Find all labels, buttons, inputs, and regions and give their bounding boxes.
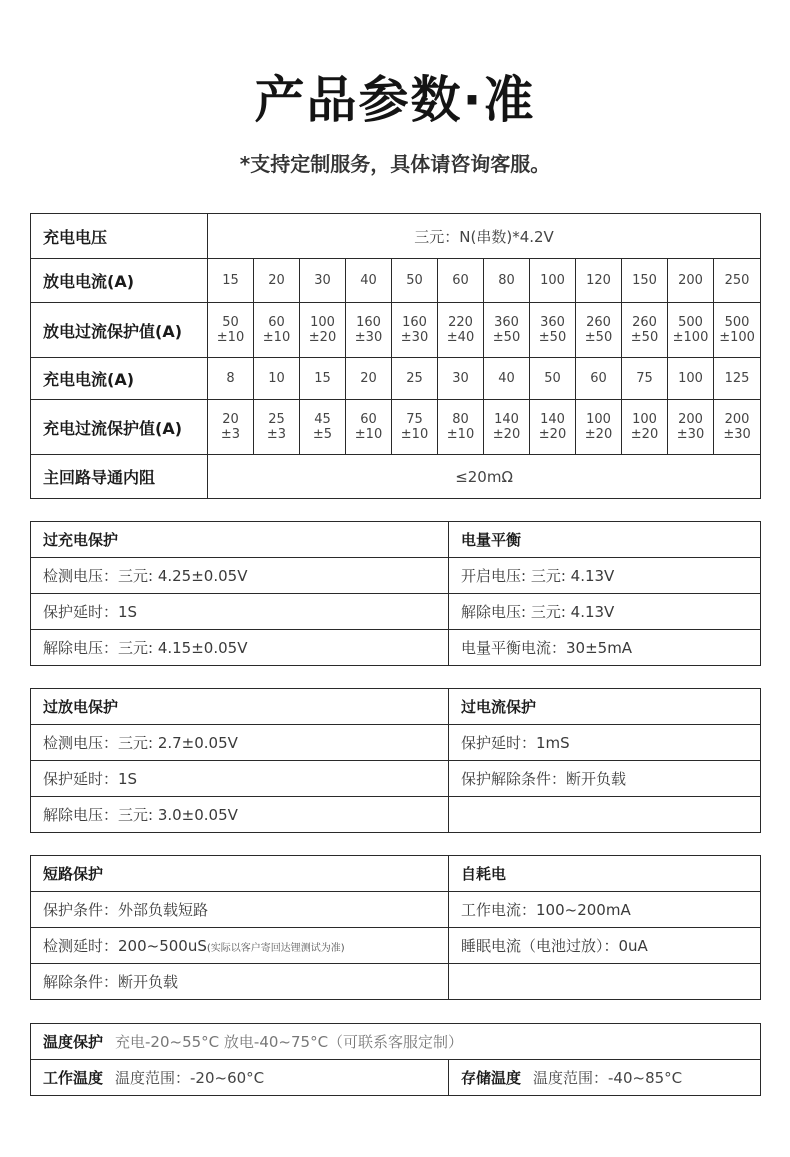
discharge-current-cell: 50	[392, 259, 438, 303]
charge-current-cell: 125	[714, 358, 761, 400]
discharge-protect-cell: 360 ±50	[484, 303, 530, 358]
charge-current-cell: 15	[300, 358, 346, 400]
discharge-protect-cell: 260 ±50	[576, 303, 622, 358]
charge-current-cell: 30	[438, 358, 484, 400]
row-charge-protect	[31, 400, 761, 455]
overdischarge-item: 解除电压：三元: 3.0±0.05V	[31, 797, 449, 833]
charge-protect-cell: 100 ±20	[576, 400, 622, 455]
discharge-current-cell: 250	[714, 259, 761, 303]
discharge-protect-cell: 500 ±100	[668, 303, 714, 358]
row-discharge-protect	[31, 303, 761, 358]
charge-current-cell: 75	[622, 358, 668, 400]
charge-current-cell: 50	[530, 358, 576, 400]
overdischarge-item: 保护延时：1S	[31, 761, 449, 797]
charge-current-cell: 10	[254, 358, 300, 400]
work-temp-cell	[31, 1060, 449, 1096]
shortcircuit-item: 解除条件：断开负载	[31, 964, 449, 1000]
charge-protect-cell: 75 ±10	[392, 400, 438, 455]
selfconsumption-item	[449, 964, 761, 1000]
charge-current-cell: 8	[208, 358, 254, 400]
discharge-protect-cell: 260 ±50	[622, 303, 668, 358]
value-resistance: ≤20mΩ	[208, 455, 761, 499]
block-shortcircuit-selfconsumption	[30, 855, 761, 1000]
charge-current-cell: 20	[346, 358, 392, 400]
storage-temp-label: 存储温度	[461, 1069, 522, 1087]
row-resistance	[31, 455, 761, 499]
storage-temp-cell	[449, 1060, 761, 1096]
charge-protect-cell: 60 ±10	[346, 400, 392, 455]
discharge-protect-cell: 60 ±10	[254, 303, 300, 358]
temp-protect-label: 温度保护	[43, 1033, 104, 1051]
overcharge-item: 保护延时：1S	[31, 594, 449, 630]
discharge-current-cell: 100	[530, 259, 576, 303]
storage-temp-value: 温度范围：-40~85°C	[533, 1069, 683, 1087]
charge-protect-cell: 100 ±20	[622, 400, 668, 455]
discharge-current-cell: 60	[438, 259, 484, 303]
row-charge-voltage	[31, 214, 761, 259]
overdischarge-item: 检测电压：三元: 2.7±0.05V	[31, 725, 449, 761]
discharge-current-cell: 15	[208, 259, 254, 303]
discharge-protect-cell: 160 ±30	[392, 303, 438, 358]
block-overdischarge-overcurrent	[30, 688, 761, 833]
discharge-current-cell: 150	[622, 259, 668, 303]
label-discharge-protect: 放电过流保护值(A)	[31, 303, 208, 358]
block-temperature	[30, 1023, 761, 1096]
overcharge-item: 解除电压：三元: 4.15±0.05V	[31, 630, 449, 666]
value-charge-voltage: 三元：N(串数)*4.2V	[208, 214, 761, 259]
charge-protect-cell: 45 ±5	[300, 400, 346, 455]
discharge-current-cell: 30	[300, 259, 346, 303]
balance-item: 电量平衡电流：30±5mA	[449, 630, 761, 666]
discharge-current-cell: 120	[576, 259, 622, 303]
charge-protect-cell: 20 ±3	[208, 400, 254, 455]
label-discharge-current: 放电电流(A)	[31, 259, 208, 303]
temp-protect-value: 充电-20~55°C 放电-40~75°C（可联系客服定制）	[115, 1033, 464, 1051]
charge-current-cell: 40	[484, 358, 530, 400]
temp-protect-row	[31, 1024, 761, 1060]
charge-protect-cell: 140 ±20	[530, 400, 576, 455]
selfconsumption-item: 工作电流：100~200mA	[449, 892, 761, 928]
label-charge-current: 充电电流(A)	[31, 358, 208, 400]
shortcircuit-item: 保护条件：外部负载短路	[31, 892, 449, 928]
charge-current-cell: 25	[392, 358, 438, 400]
charge-protect-cell: 200 ±30	[668, 400, 714, 455]
discharge-protect-cell: 160 ±30	[346, 303, 392, 358]
discharge-current-cell: 20	[254, 259, 300, 303]
overcurrent-item: 保护延时：1mS	[449, 725, 761, 761]
spec-table	[30, 213, 761, 499]
charge-protect-cell: 25 ±3	[254, 400, 300, 455]
balance-title: 电量平衡	[449, 522, 761, 558]
discharge-current-cell: 80	[484, 259, 530, 303]
selfconsumption-title: 自耗电	[449, 856, 761, 892]
selfconsumption-item: 睡眠电流（电池过放）：0uA	[449, 928, 761, 964]
label-charge-protect: 充电过流保护值(A)	[31, 400, 208, 455]
charge-current-cell: 100	[668, 358, 714, 400]
discharge-current-cell: 40	[346, 259, 392, 303]
label-charge-voltage: 充电电压	[31, 214, 208, 259]
discharge-protect-cell: 220 ±40	[438, 303, 484, 358]
shortcircuit-title: 短路保护	[31, 856, 449, 892]
label-resistance: 主回路导通内阻	[31, 455, 208, 499]
row-discharge-current	[31, 259, 761, 303]
overcharge-item: 检测电压：三元: 4.25±0.05V	[31, 558, 449, 594]
charge-protect-cell: 200 ±30	[714, 400, 761, 455]
discharge-current-cell: 200	[668, 259, 714, 303]
discharge-protect-cell: 50 ±10	[208, 303, 254, 358]
page-title: 产品参数·准	[254, 71, 536, 129]
test-note: (实际以客户寄回达锂测试为准)	[206, 943, 345, 954]
work-temp-label: 工作温度	[43, 1069, 104, 1087]
balance-item: 解除电压: 三元: 4.13V	[449, 594, 761, 630]
discharge-protect-cell: 360 ±50	[530, 303, 576, 358]
overcurrent-item: 保护解除条件：断开负载	[449, 761, 761, 797]
overdischarge-title: 过放电保护	[31, 689, 449, 725]
page-subtitle: *支持定制服务，具体请咨询客服。	[239, 152, 551, 176]
balance-item: 开启电压: 三元: 4.13V	[449, 558, 761, 594]
block-overcharge-balance	[30, 521, 761, 666]
discharge-protect-cell: 100 ±20	[300, 303, 346, 358]
discharge-protect-cell: 500 ±100	[714, 303, 761, 358]
charge-current-cell: 60	[576, 358, 622, 400]
overcurrent-item	[449, 797, 761, 833]
charge-protect-cell: 80 ±10	[438, 400, 484, 455]
shortcircuit-item: 检测延时：200~500uS(实际以客户寄回达锂测试为准)	[31, 928, 449, 964]
overcurrent-title: 过电流保护	[449, 689, 761, 725]
row-charge-current	[31, 358, 761, 400]
work-temp-value: 温度范围：-20~60°C	[115, 1069, 265, 1087]
charge-protect-cell: 140 ±20	[484, 400, 530, 455]
overcharge-title: 过充电保护	[31, 522, 449, 558]
